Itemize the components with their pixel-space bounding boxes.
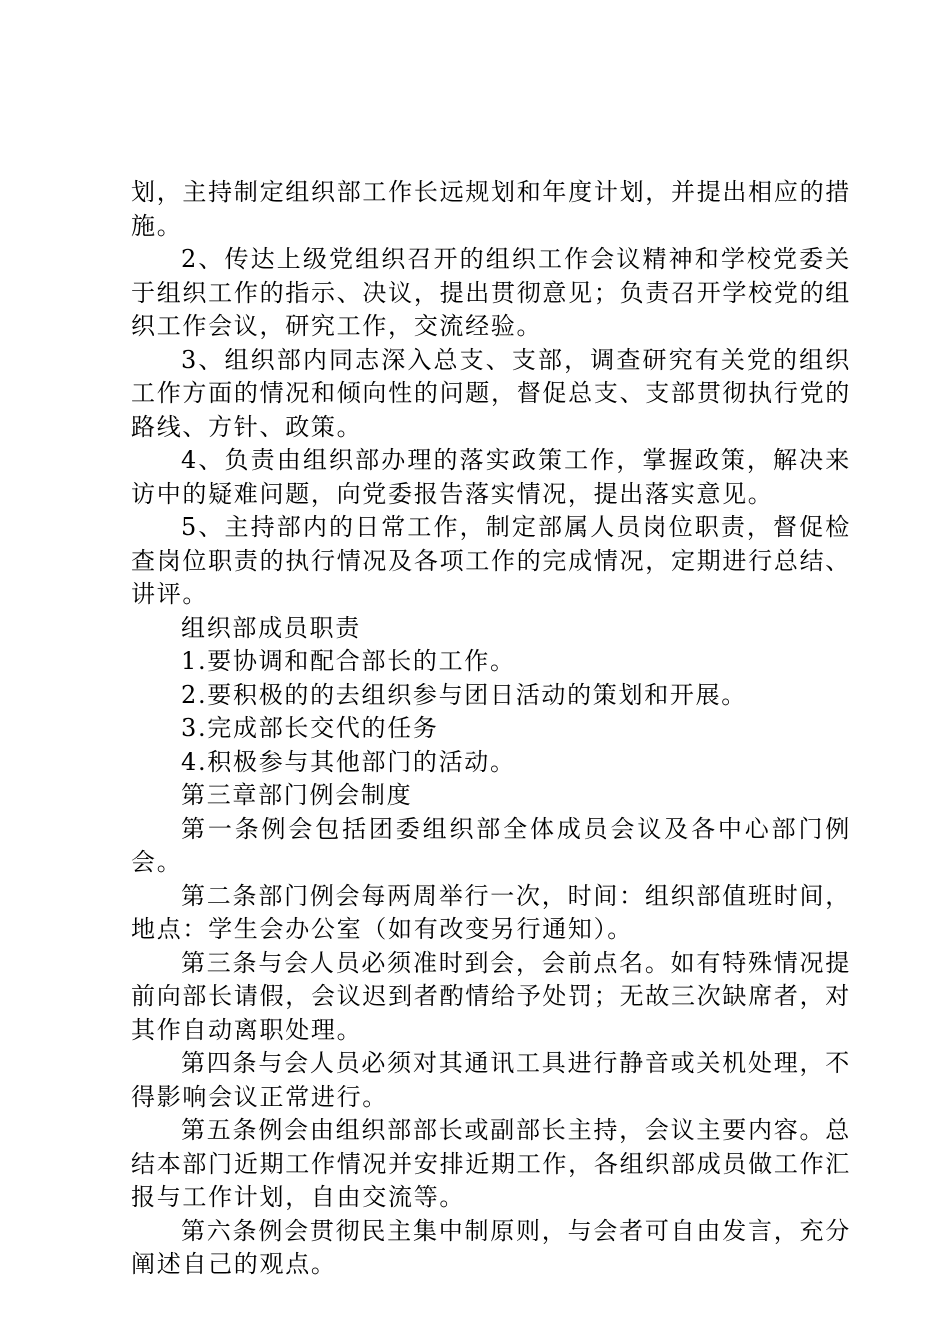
member-duty-1: 1.要协调和配合部长的工作。 (181, 647, 516, 675)
member-duty-3: 3.完成部长交代的任务 (181, 714, 439, 742)
article-6: 第六条例会贯彻民主集中制原则，与会者可自由发言，充分阐述自己的观点。 (131, 1216, 851, 1278)
chapter-heading-meeting-system: 第三章部门例会制度 (181, 781, 413, 809)
article-5: 第五条例会由组织部部长或副部长主持，会议主要内容。总结本部门近期工作情况并安排近期工作，各组织部成员做工作汇报与工作计划，自由交流等。 (131, 1116, 851, 1211)
article-2: 第二条部门例会每两周举行一次，时间：组织部值班时间，地点：学生会办公室（如有改变另行通知）。 (131, 881, 851, 943)
paragraph-duty-2: 2、传达上级党组织召开的组织工作会议精神和学校党委关于组织工作的指示、决议，提出贯彻意见；负责召开学校党的组织工作会议，研究工作，交流经验。 (131, 245, 851, 340)
paragraph-duty-5: 5、主持部内的日常工作，制定部属人员岗位职责，督促检查岗位职责的执行情况及各项工作的完成情况，定期进行总结、讲评。 (131, 513, 851, 608)
member-duty-2: 2.要积极的的去组织参与团日活动的策划和开展。 (181, 680, 747, 709)
member-duty-4: 4.积极参与其他部门的活动。 (181, 747, 516, 776)
paragraph-duty-4: 4、负责由组织部办理的落实政策工作，掌握政策，解决来访中的疑难问题，向党委报告落实情况，提出落实意见。 (131, 446, 851, 508)
article-1: 第一条例会包括团委组织部全体成员会议及各中心部门例会。 (131, 814, 851, 876)
paragraph-plan-continuation: 划，主持制定组织部工作长远规划和年度计划，并提出相应的措施。 (131, 178, 851, 240)
article-3: 第三条与会人员必须准时到会，会前点名。如有特殊情况提前向部长请假，会议迟到者酌情给予处罚；无故三次缺席者，对其作自动离职处理。 (131, 948, 851, 1044)
paragraph-duty-3: 3、组织部内同志深入总支、支部，调查研究有关党的组织工作方面的情况和倾向性的问题，督促总支、支部贯彻执行党的路线、方针、政策。 (131, 345, 851, 441)
section-heading-member-duties: 组织部成员职责 (181, 613, 361, 642)
article-4: 第四条与会人员必须对其通讯工具进行静音或关机处理，不得影响会议正常进行。 (131, 1049, 851, 1111)
document-body (131, 176, 851, 1282)
